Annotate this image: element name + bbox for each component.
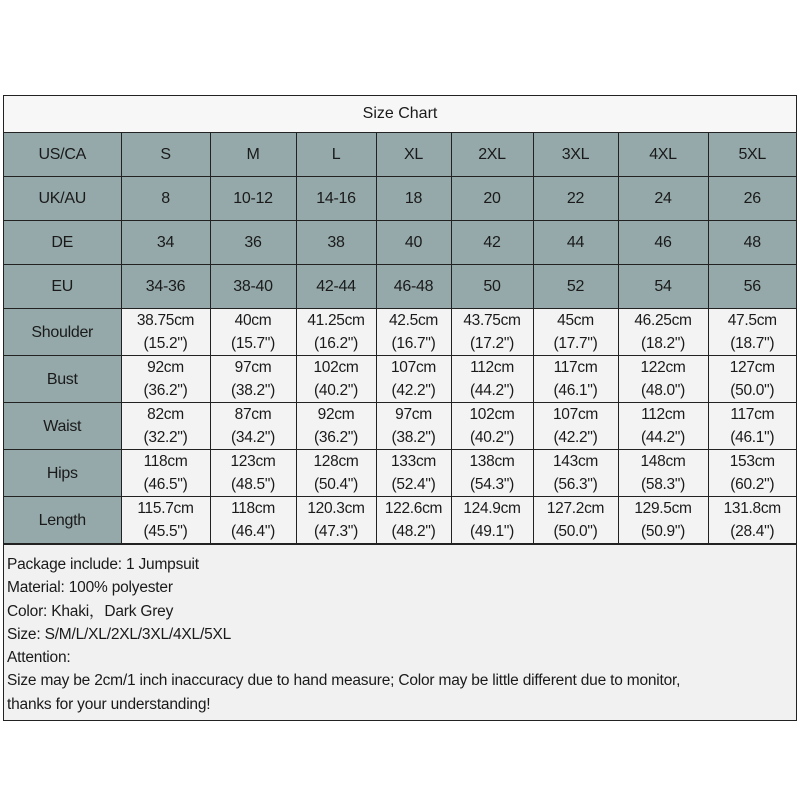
cm-value: 127cm — [729, 359, 775, 376]
cm-value: 131.8cm — [723, 500, 781, 517]
measurement-row — [4, 356, 796, 403]
inch-value: (50.9") — [641, 523, 685, 540]
measurement-cell — [210, 497, 296, 544]
note-line: thanks for your understanding! — [7, 695, 211, 713]
size-cell: 46 — [618, 221, 708, 265]
inch-value: (45.5") — [143, 523, 188, 540]
size-cell: S — [121, 133, 210, 177]
size-cell: 10-12 — [210, 177, 296, 221]
cm-value: 40cm — [234, 312, 272, 329]
measurement-cell — [296, 450, 376, 497]
size-cell: 20 — [451, 177, 533, 221]
cm-value: 102cm — [313, 359, 359, 376]
cm-value: 153cm — [729, 453, 775, 470]
measurement-cell — [121, 356, 210, 403]
cm-value: 102cm — [469, 406, 515, 423]
size-cell: 50 — [451, 265, 533, 309]
row-label: UK/AU — [4, 177, 121, 221]
inch-value: (40.2") — [470, 429, 514, 446]
cm-value: 97cm — [234, 359, 272, 376]
note-line: Size: S/M/L/XL/2XL/3XL/4XL/5XL — [7, 625, 232, 643]
size-cell: 48 — [708, 221, 796, 265]
measurement-cell — [376, 356, 451, 403]
row-label: US/CA — [4, 133, 121, 177]
row-label: DE — [4, 221, 121, 265]
measurement-cell — [618, 356, 708, 403]
cm-value: 87cm — [234, 406, 272, 423]
cm-value: 118cm — [231, 500, 275, 517]
size-table — [4, 133, 796, 544]
measurement-cell — [708, 403, 796, 450]
inch-value: (16.2") — [314, 335, 358, 352]
measurement-cell — [451, 450, 533, 497]
size-cell: 36 — [210, 221, 296, 265]
measurement-cell — [121, 403, 210, 450]
size-cell: 14-16 — [296, 177, 376, 221]
inch-value: (32.2") — [143, 429, 188, 446]
cm-value: 129.5cm — [634, 500, 692, 517]
inch-value: (42.2") — [553, 429, 598, 446]
measurement-cell — [451, 356, 533, 403]
size-cell: 46-48 — [376, 265, 451, 309]
inch-value: (17.2") — [470, 335, 514, 352]
cm-value: 107cm — [390, 359, 437, 376]
cm-value: 92cm — [317, 406, 355, 423]
inch-value: (52.4") — [391, 476, 436, 493]
size-cell: 5XL — [708, 133, 796, 177]
inch-value: (56.3") — [553, 476, 598, 493]
size-cell: 18 — [376, 177, 451, 221]
product-notes — [4, 544, 796, 720]
measurement-cell — [618, 450, 708, 497]
measurement-cell — [376, 309, 451, 356]
inch-value: (36.2") — [314, 429, 358, 446]
size-cell: L — [296, 133, 376, 177]
cm-value: 117cm — [553, 359, 598, 376]
note-line: Attention: — [7, 649, 71, 667]
row-label: Waist — [4, 403, 121, 450]
inch-value: (48.2") — [391, 523, 436, 540]
measurement-cell — [533, 497, 618, 544]
cm-value: 97cm — [395, 406, 432, 423]
measurement-cell — [451, 309, 533, 356]
size-row — [4, 265, 796, 309]
cm-value: 38.75cm — [136, 312, 195, 329]
measurement-cell — [451, 497, 533, 544]
measurement-cell — [296, 309, 376, 356]
inch-value: (36.2") — [143, 382, 188, 399]
row-label: Length — [4, 497, 121, 544]
measurement-cell — [376, 450, 451, 497]
measurement-cell — [618, 309, 708, 356]
inch-value: (50.0") — [730, 382, 775, 399]
note-line: Package include: 1 Jumpsuit — [7, 556, 199, 573]
cm-value: 133cm — [390, 453, 437, 470]
size-cell: 4XL — [618, 133, 708, 177]
cm-value: 127.2cm — [546, 500, 605, 517]
inch-value: (44.2") — [470, 382, 514, 399]
cm-value: 46.25cm — [634, 312, 692, 329]
cm-value: 92cm — [147, 359, 184, 376]
measurement-row — [4, 450, 796, 497]
cm-value: 45cm — [557, 312, 594, 329]
inch-value: (38.2") — [391, 429, 436, 446]
measurement-cell — [618, 497, 708, 544]
note-line: Color: Khaki，Dark Grey — [7, 602, 174, 620]
size-row — [4, 221, 796, 265]
cm-value: 115.7cm — [137, 500, 194, 517]
size-cell: 42-44 — [296, 265, 376, 309]
row-label: Shoulder — [4, 309, 121, 356]
inch-value: (46.4") — [231, 523, 275, 540]
size-cell: 42 — [451, 221, 533, 265]
cm-value: 118cm — [143, 453, 188, 470]
inch-value: (44.2") — [641, 429, 685, 446]
cm-value: 123cm — [230, 453, 276, 470]
measurement-cell — [210, 403, 296, 450]
cm-value: 148cm — [640, 453, 686, 470]
size-cell: 52 — [533, 265, 618, 309]
measurement-cell — [451, 403, 533, 450]
size-cell: 24 — [618, 177, 708, 221]
measurement-row — [4, 497, 796, 544]
cm-value: 43.75cm — [463, 312, 521, 329]
size-chart — [3, 95, 797, 721]
cm-value: 117cm — [730, 406, 775, 423]
cm-value: 107cm — [552, 406, 599, 423]
inch-value: (48.5") — [231, 476, 275, 493]
inch-value: (47.3") — [314, 523, 358, 540]
measurement-cell — [296, 497, 376, 544]
measurement-cell — [618, 403, 708, 450]
size-cell: 22 — [533, 177, 618, 221]
size-cell: M — [210, 133, 296, 177]
size-cell: 40 — [376, 221, 451, 265]
inch-value: (46.5") — [143, 476, 188, 493]
measurement-cell — [533, 450, 618, 497]
cm-value: 47.5cm — [727, 312, 777, 329]
measurement-cell — [210, 356, 296, 403]
row-label: EU — [4, 265, 121, 309]
inch-value: (15.2") — [143, 335, 188, 352]
row-label: Hips — [4, 450, 121, 497]
size-cell: 38-40 — [210, 265, 296, 309]
inch-value: (50.4") — [314, 476, 358, 493]
size-cell: 3XL — [533, 133, 618, 177]
size-cell: 34 — [121, 221, 210, 265]
cm-value: 41.25cm — [307, 312, 365, 329]
size-cell: 38 — [296, 221, 376, 265]
measurement-cell — [210, 309, 296, 356]
cm-value: 143cm — [552, 453, 599, 470]
cm-value: 112cm — [641, 406, 685, 423]
size-cell: 8 — [121, 177, 210, 221]
size-cell: 54 — [618, 265, 708, 309]
size-cell: 44 — [533, 221, 618, 265]
measurement-cell — [533, 403, 618, 450]
measurement-cell — [708, 450, 796, 497]
measurement-cell — [708, 497, 796, 544]
inch-value: (34.2") — [231, 429, 275, 446]
size-cell: 56 — [708, 265, 796, 309]
measurement-cell — [296, 356, 376, 403]
inch-value: (60.2") — [730, 476, 775, 493]
inch-value: (50.0") — [553, 523, 598, 540]
cm-value: 112cm — [470, 359, 514, 376]
measurement-cell — [296, 403, 376, 450]
inch-value: (58.3") — [641, 476, 685, 493]
inch-value: (28.4") — [730, 523, 775, 540]
measurement-row — [4, 403, 796, 450]
row-label: Bust — [4, 356, 121, 403]
size-row — [4, 133, 796, 177]
inch-value: (49.1") — [470, 523, 514, 540]
measurement-cell — [121, 309, 210, 356]
inch-value: (54.3") — [470, 476, 514, 493]
size-cell: 2XL — [451, 133, 533, 177]
cm-value: 128cm — [313, 453, 359, 470]
measurement-cell — [121, 497, 210, 544]
inch-value: (48.0") — [641, 382, 685, 399]
cm-value: 42.5cm — [388, 312, 439, 329]
inch-value: (18.2") — [641, 335, 685, 352]
inch-value: (16.7") — [391, 335, 436, 352]
measurement-cell — [533, 356, 618, 403]
inch-value: (40.2") — [314, 382, 358, 399]
measurement-cell — [121, 450, 210, 497]
cm-value: 82cm — [147, 406, 184, 423]
inch-value: (46.1") — [553, 382, 598, 399]
measurement-cell — [533, 309, 618, 356]
size-cell: 26 — [708, 177, 796, 221]
measurement-cell — [708, 356, 796, 403]
measurement-cell — [376, 497, 451, 544]
chart-title: Size Chart — [4, 96, 796, 133]
size-cell: XL — [376, 133, 451, 177]
size-row — [4, 177, 796, 221]
note-line: Material: 100% polyester — [7, 579, 173, 597]
cm-value: 122cm — [640, 359, 686, 376]
measurement-cell — [708, 309, 796, 356]
cm-value: 120.3cm — [307, 500, 365, 517]
cm-value: 124.9cm — [463, 500, 521, 517]
inch-value: (42.2") — [391, 382, 436, 399]
note-line: Size may be 2cm/1 inch inaccuracy due to hand measure; Color may be little different due to monitor, — [7, 672, 681, 690]
measurement-row — [4, 309, 796, 356]
inch-value: (38.2") — [231, 382, 275, 399]
inch-value: (46.1") — [730, 429, 775, 446]
measurement-cell — [376, 403, 451, 450]
cm-value: 122.6cm — [384, 500, 443, 517]
cm-value: 138cm — [469, 453, 515, 470]
size-cell: 34-36 — [121, 265, 210, 309]
measurement-cell — [210, 450, 296, 497]
inch-value: (18.7") — [730, 335, 775, 352]
inch-value: (17.7") — [553, 335, 598, 352]
inch-value: (15.7") — [231, 335, 275, 352]
